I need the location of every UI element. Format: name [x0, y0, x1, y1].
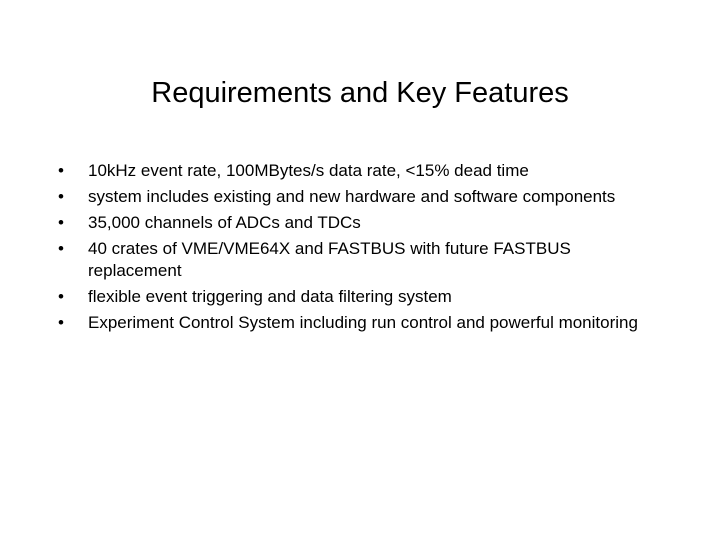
bullet-icon: •	[58, 213, 64, 232]
bullet-text: system includes existing and new hardware and software components	[88, 187, 616, 206]
bullet-item	[58, 312, 658, 334]
bullet-icon: •	[58, 239, 64, 258]
bullet-text: 35,000 channels of ADCs and TDCs	[88, 213, 361, 232]
bullet-icon: •	[58, 187, 64, 206]
bullet-icon: •	[58, 287, 64, 306]
bullet-text: 40 crates of VME/VME64X and FASTBUS with future FASTBUS replacement	[88, 239, 571, 280]
bullet-item	[58, 186, 658, 208]
bullet-item	[58, 238, 658, 282]
bullet-text: flexible event triggering and data filtering system	[88, 287, 452, 306]
bullet-list	[58, 160, 658, 338]
bullet-item	[58, 286, 658, 308]
bullet-icon: •	[58, 161, 64, 180]
bullet-icon: •	[58, 313, 64, 332]
bullet-item	[58, 212, 658, 234]
bullet-item	[58, 160, 658, 182]
bullet-text: Experiment Control System including run control and powerful monitoring	[88, 313, 638, 332]
slide-title: Requirements and Key Features	[151, 77, 569, 109]
bullet-text: 10kHz event rate, 100MBytes/s data rate, <15% dead time	[88, 161, 529, 180]
